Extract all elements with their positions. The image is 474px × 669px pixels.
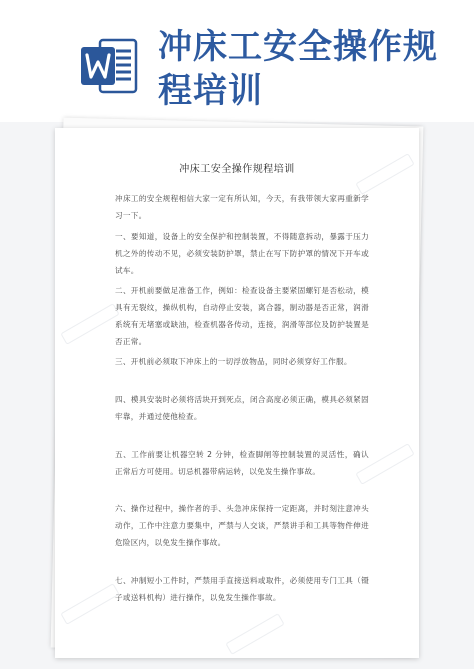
paragraph-7: 七、冲制短小工件时，严禁用手直接送料或取件，必须使用专门工具（镊子或送料机构）进行操作，以免发生操作事故。 xyxy=(115,576,369,602)
paragraph-5: 五、工作前要让机器空转 2 分钟，检查脚闸等控制装置的灵活性，确认正常后方可使用。切忌机器带病运转，以免发生操作事故。 xyxy=(115,450,369,476)
document-title: 冲床工安全操作规程培训 xyxy=(179,164,295,175)
banner-title: 冲床工安全操作规程培训 xyxy=(158,27,438,111)
document-page xyxy=(55,128,419,658)
paragraph-6: 六、操作过程中，操作者的手、头急冲床保持一定距离，并时刻注意冲头动作，工作中注意力要集中，严禁与人交谈，严禁讲手和工具等物件伸进危险区内，以免发生操作事故。 xyxy=(115,504,369,547)
word-document-icon xyxy=(80,37,138,95)
paragraph-3: 三、开机前必须取下冲床上的一切浮放物品，同时必须穿好工作服。 xyxy=(115,357,352,366)
paragraph-2: 二、开机前要做足准备工作，例如：检查设备主要紧固螺钉是否松动，模具有无裂纹，操纵机构，自动停止安装，离合器，制动器是否正常，润滑系统有无堵塞或缺油，检查机器各传动，连接，润滑等部位及防护装置是否正常。 xyxy=(115,286,369,346)
paragraph-intro: 冲床工的安全规程相信大家一定有所认知，今天，有我带领大家再重新学习一下。 xyxy=(115,194,369,220)
banner xyxy=(0,0,474,122)
paragraph-4: 四、模具安装时必须将活块开到死点，闭合高度必须正确，模具必须紧固牢靠，并通过使他检查。 xyxy=(115,395,369,421)
paragraph-1: 一、要知道，设备上的安全保护和控制装置，不得随意拆动，暴露于压力机之外的传动不见，必须安装防护罩，禁止在写下防护罩的情况下开车或试车。 xyxy=(115,232,369,275)
